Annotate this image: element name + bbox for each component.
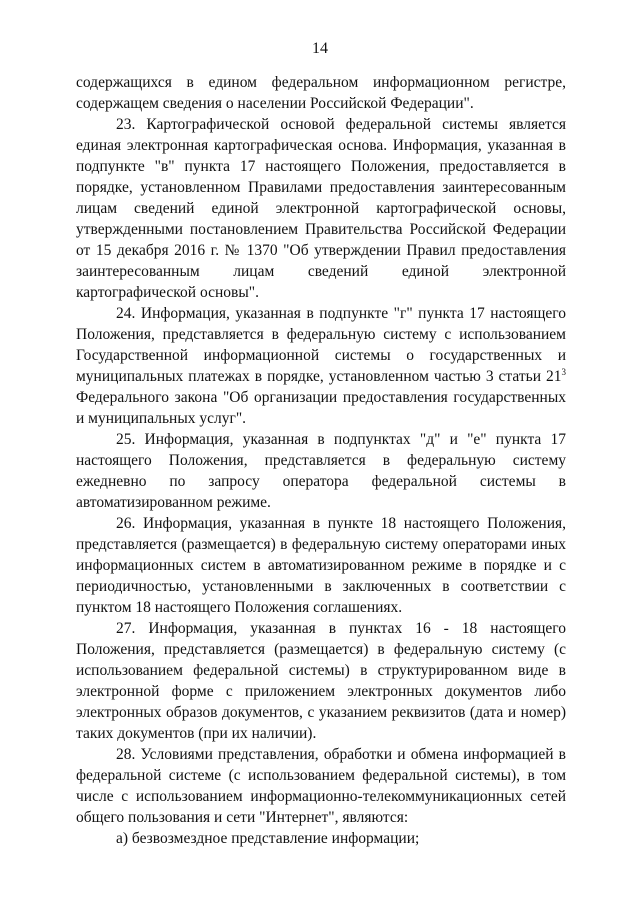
paragraph-26: 26. Информация, указанная в пункте 18 настоящего Положения, представляется (размещается) в федеральную систему операторами иных информационных систем в автоматизированном режиме в порядке и с периодичностью, установленными в заключенных в соответствии с пунктом 18 настоящего Положения соглашениях. [76, 515, 566, 616]
paragraph-continuation: содержащихся в едином федеральном информационном регистре, содержащем сведения о населении Российской Федерации". [76, 74, 566, 112]
paragraph-24 [76, 303, 566, 429]
paragraph-25: 25. Информация, указанная в подпунктах "д" и "е" пункта 17 настоящего Положения, представляется в федеральную систему ежедневно по запросу оператора федеральной системы в автоматизированном режиме. [76, 431, 566, 511]
paragraph-24-text-a: 24. Информация, указанная в подпункте "г" пункта 17 настоящего Положения, представляется в федеральную систему с использованием Государственной информационной системы о государственных и муниципальных платежах в порядке, установленном частью 3 статьи 21 [76, 305, 566, 385]
paragraph-24-text-b: Федерального закона "Об организации предоставления государственных и муниципальных услуг". [76, 389, 566, 427]
paragraph-28: 28. Условиями представления, обработки и обмена информацией в федеральной системе (с использованием федеральной системы), в том числе с использованием информационно-телекоммуникационных сетей общего пользования и сети "Интернет", являются: [76, 746, 566, 826]
paragraph-28-item-a: а) безвозмездное представление информации; [116, 830, 420, 847]
paragraph-23: 23. Картографической основой федеральной системы является единая электронная картографическая основа. Информация, указанная в подпункте "в" пункта 17 настоящего Положения, предоставляется в порядке, установленном Правилами предоставления заинтересованным лицам сведений единой электронной картографической основы, утвержденными постановлением Правительства Российской Федерации от 15 декабря 2016 г. № 1370 "Об утверждении Правил предоставления заинтересованным лицам сведений единой электронной картографической основы". [76, 116, 566, 301]
page-number: 14 [312, 40, 328, 57]
article-superscript: 3 [561, 367, 566, 377]
paragraph-27: 27. Информация, указанная в пунктах 16 - 18 настоящего Положения, представляется (размещается) в федеральную систему (с использованием федеральной системы) в структурированном виде в электронной форме с приложением электронных документов либо электронных образов документов, с указанием реквизитов (дата и номер) таких документов (при их наличии). [76, 620, 566, 742]
document-body [76, 72, 566, 849]
